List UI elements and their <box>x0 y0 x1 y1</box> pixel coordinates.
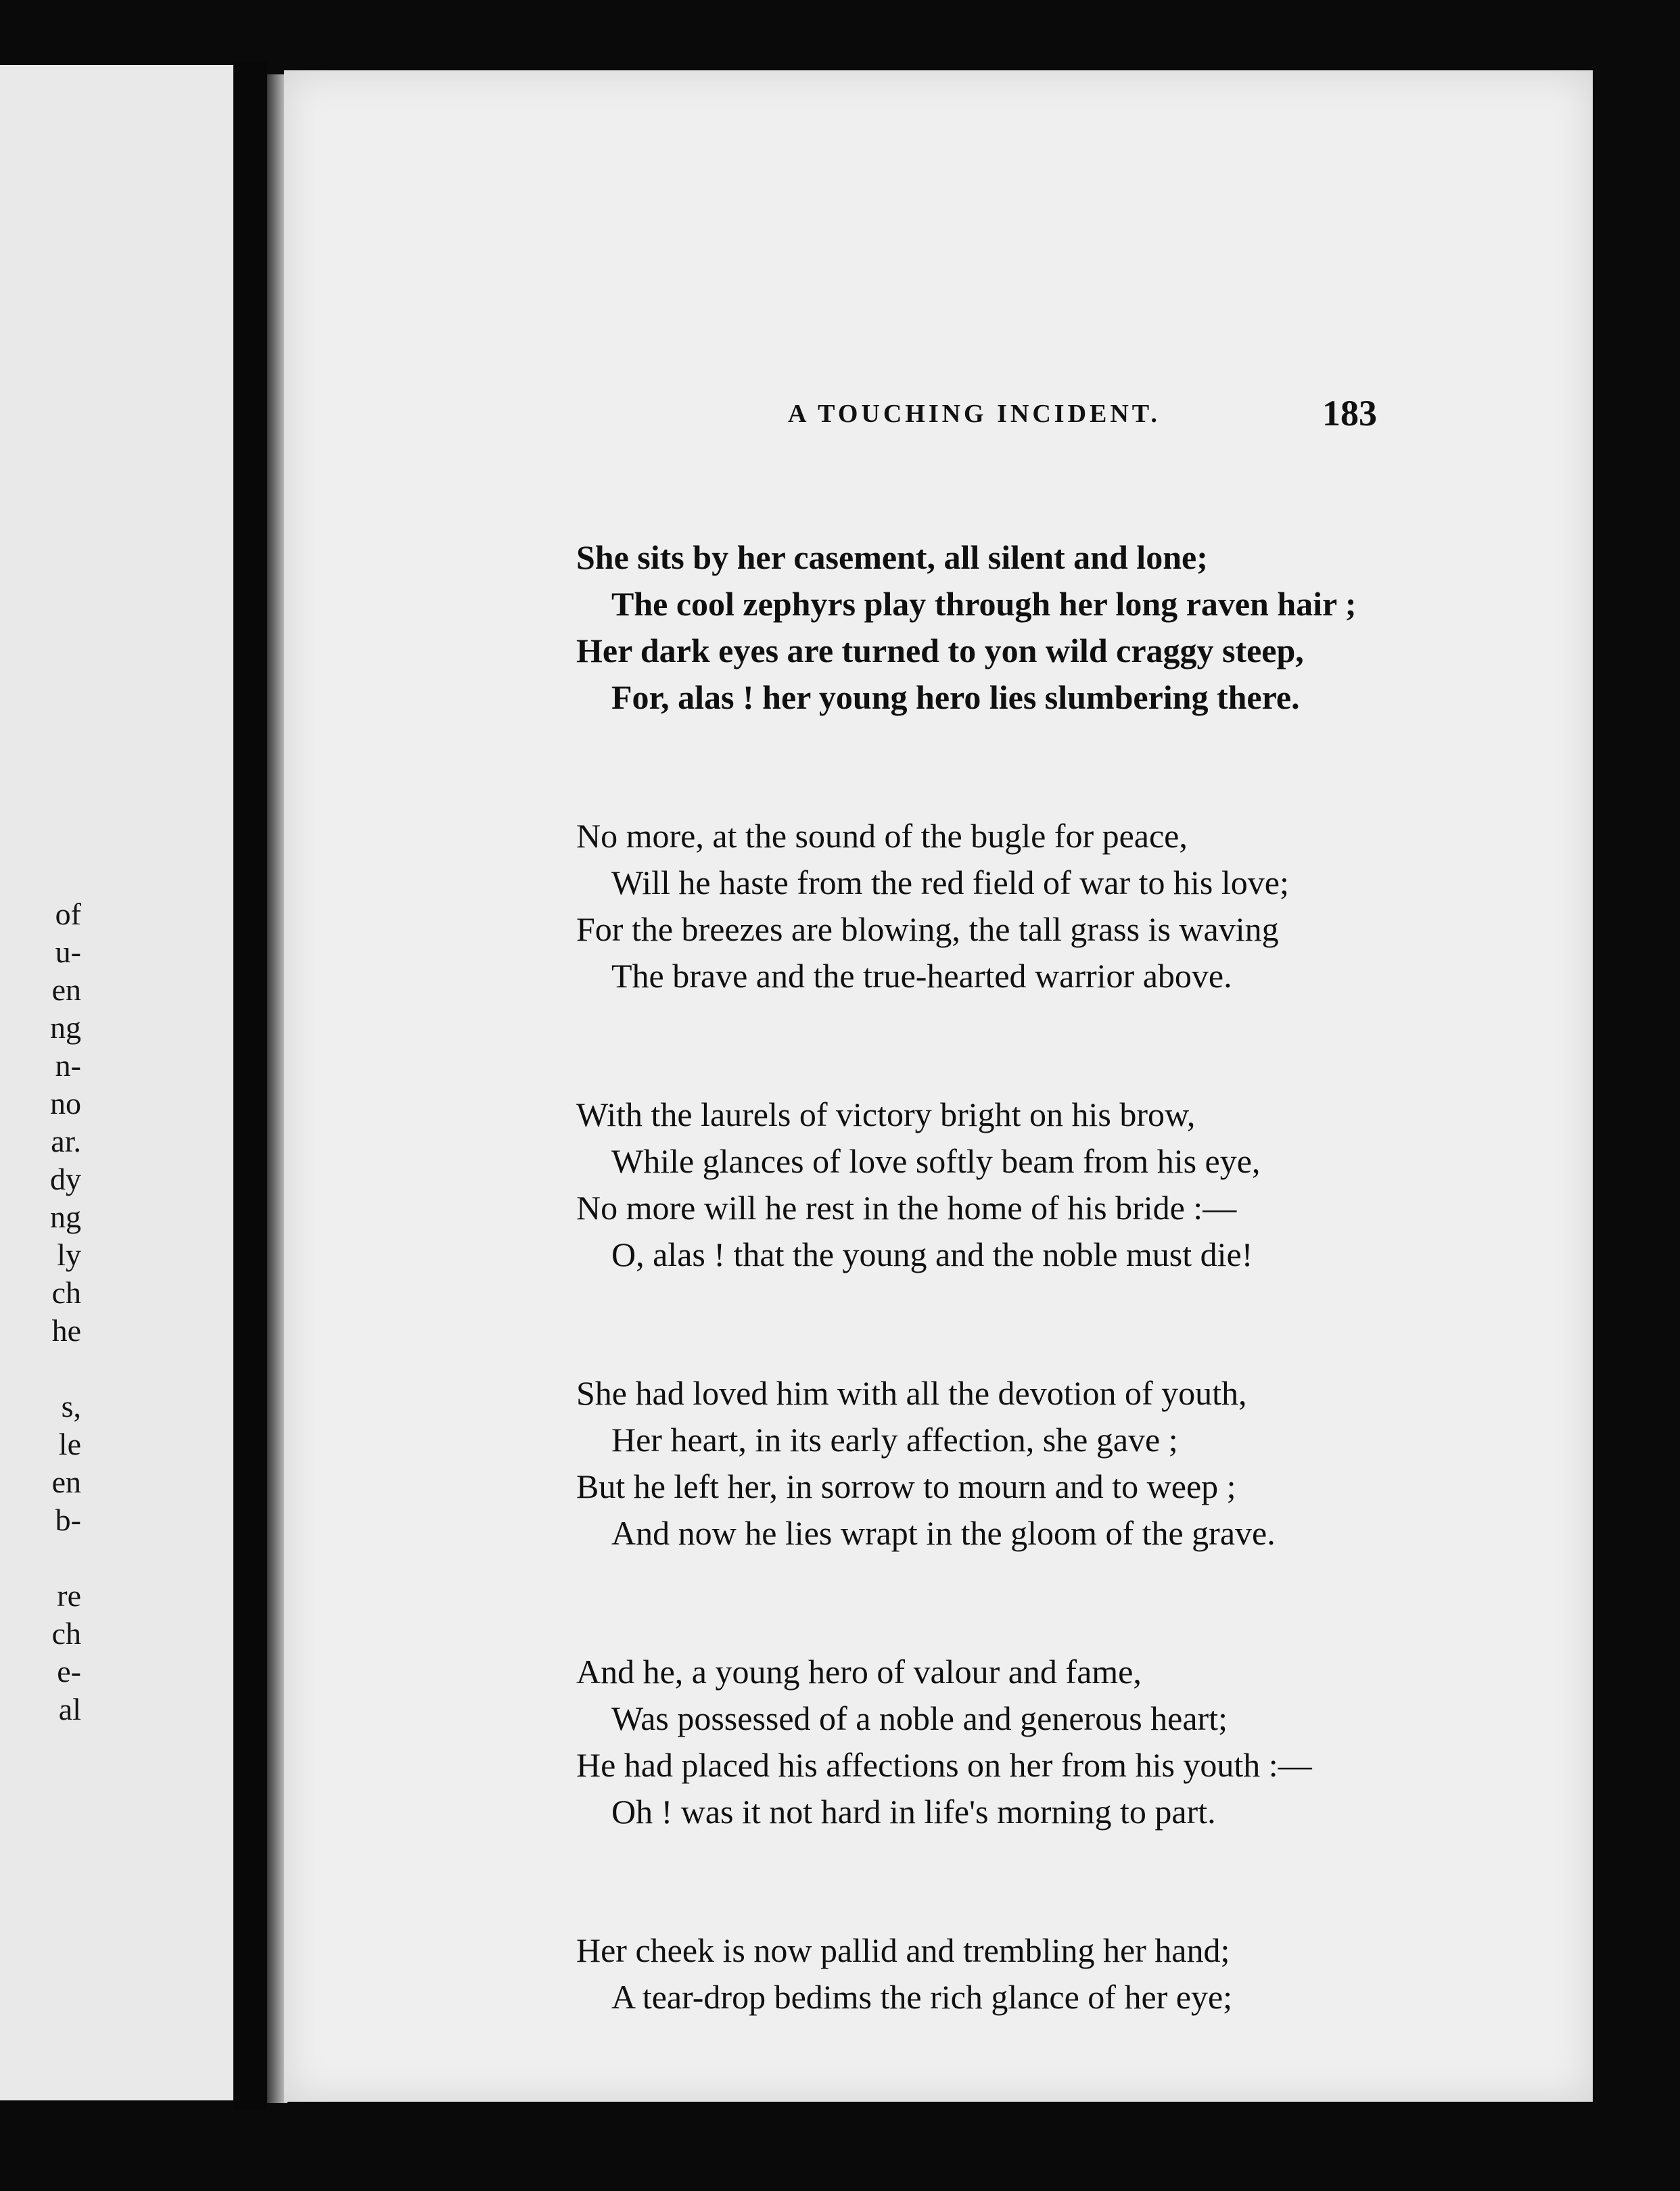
poem-line: While glances of love softly beam from his eye, <box>611 1142 1261 1180</box>
facing-fragment: dy <box>50 1162 81 1196</box>
running-head <box>284 392 1623 446</box>
poem-line: No more will he rest in the home of his bride :— <box>576 1189 1237 1227</box>
facing-fragment: u- <box>55 935 81 969</box>
poem-line: O, alas ! that the young and the noble must die! <box>611 1235 1253 1273</box>
facing-fragment: n- <box>55 1048 81 1083</box>
running-title: A TOUCHING INCIDENT. <box>788 400 1161 428</box>
facing-fragment: al <box>58 1692 81 1726</box>
poem-line: And he, a young hero of valour and fame, <box>576 1653 1142 1691</box>
facing-fragment: en <box>51 972 81 1007</box>
facing-fragment: of <box>55 897 81 931</box>
facing-fragment: ng <box>50 1010 81 1045</box>
facing-fragment: s, <box>61 1389 81 1423</box>
stanza <box>284 1649 1593 1835</box>
stanza <box>284 1370 1593 1557</box>
book-binding <box>233 61 267 2110</box>
stanza <box>284 1091 1593 1278</box>
facing-fragment: en <box>51 1465 81 1499</box>
poem-line: Her heart, in its early affection, she gave ; <box>611 1421 1178 1459</box>
poem-line: The brave and the true-hearted warrior above. <box>611 957 1232 995</box>
poem-line: A tear-drop bedims the rich glance of her eye; <box>611 1978 1233 2016</box>
poem-line: With the laurels of victory bright on his brow, <box>576 1096 1196 1133</box>
poem-line: For the breezes are blowing, the tall grass is waving <box>576 910 1279 948</box>
facing-page <box>0 65 233 2100</box>
poem-line: No more, at the sound of the bugle for peace, <box>576 817 1188 855</box>
poem-line: Oh ! was it not hard in life's morning to part. <box>611 1793 1216 1831</box>
poem-line: But he left her, in sorrow to mourn and to weep ; <box>576 1467 1236 1505</box>
facing-fragment <box>0 1350 81 1388</box>
poem-line: The cool zephyrs play through her long raven hair ; <box>611 585 1357 623</box>
scan-right-margin <box>1593 0 1680 2191</box>
facing-fragment <box>0 1539 81 1577</box>
stanza <box>284 1927 1593 2021</box>
facing-page-text-fragments <box>0 895 81 1728</box>
poem-line: Her cheek is now pallid and trembling her hand; <box>576 1931 1230 1969</box>
poem-line: Her dark eyes are turned to yon wild craggy steep, <box>576 632 1304 669</box>
poem-line: She had loved him with all the devotion of youth, <box>576 1374 1247 1412</box>
page-number: 183 <box>1322 393 1377 433</box>
poem-line: And now he lies wrapt in the gloom of the grave. <box>611 1514 1276 1552</box>
poem-line: Will he haste from the red field of war to his love; <box>611 864 1289 901</box>
facing-fragment: no <box>50 1086 81 1121</box>
stanza <box>284 534 1593 721</box>
facing-fragment: ch <box>51 1616 81 1651</box>
poem-line: He had placed his affections on her from his youth :— <box>576 1746 1312 1784</box>
facing-fragment: re <box>57 1578 81 1613</box>
facing-fragment: he <box>51 1313 81 1348</box>
facing-fragment: ch <box>51 1275 81 1310</box>
facing-fragment: e- <box>57 1654 81 1689</box>
poem <box>284 534 1593 2021</box>
poem-line: For, alas ! her young hero lies slumbering there. <box>611 678 1300 716</box>
facing-fragment: ar. <box>51 1124 81 1158</box>
book-page <box>284 70 1593 2102</box>
facing-fragment: ng <box>50 1200 81 1234</box>
poem-line: Was possessed of a noble and generous heart; <box>611 1699 1228 1737</box>
facing-fragment: ly <box>57 1238 81 1272</box>
stanza <box>284 813 1593 999</box>
facing-fragment: le <box>58 1427 81 1461</box>
facing-fragment: b- <box>55 1503 81 1537</box>
poem-line: She sits by her casement, all silent and lone; <box>576 538 1208 576</box>
